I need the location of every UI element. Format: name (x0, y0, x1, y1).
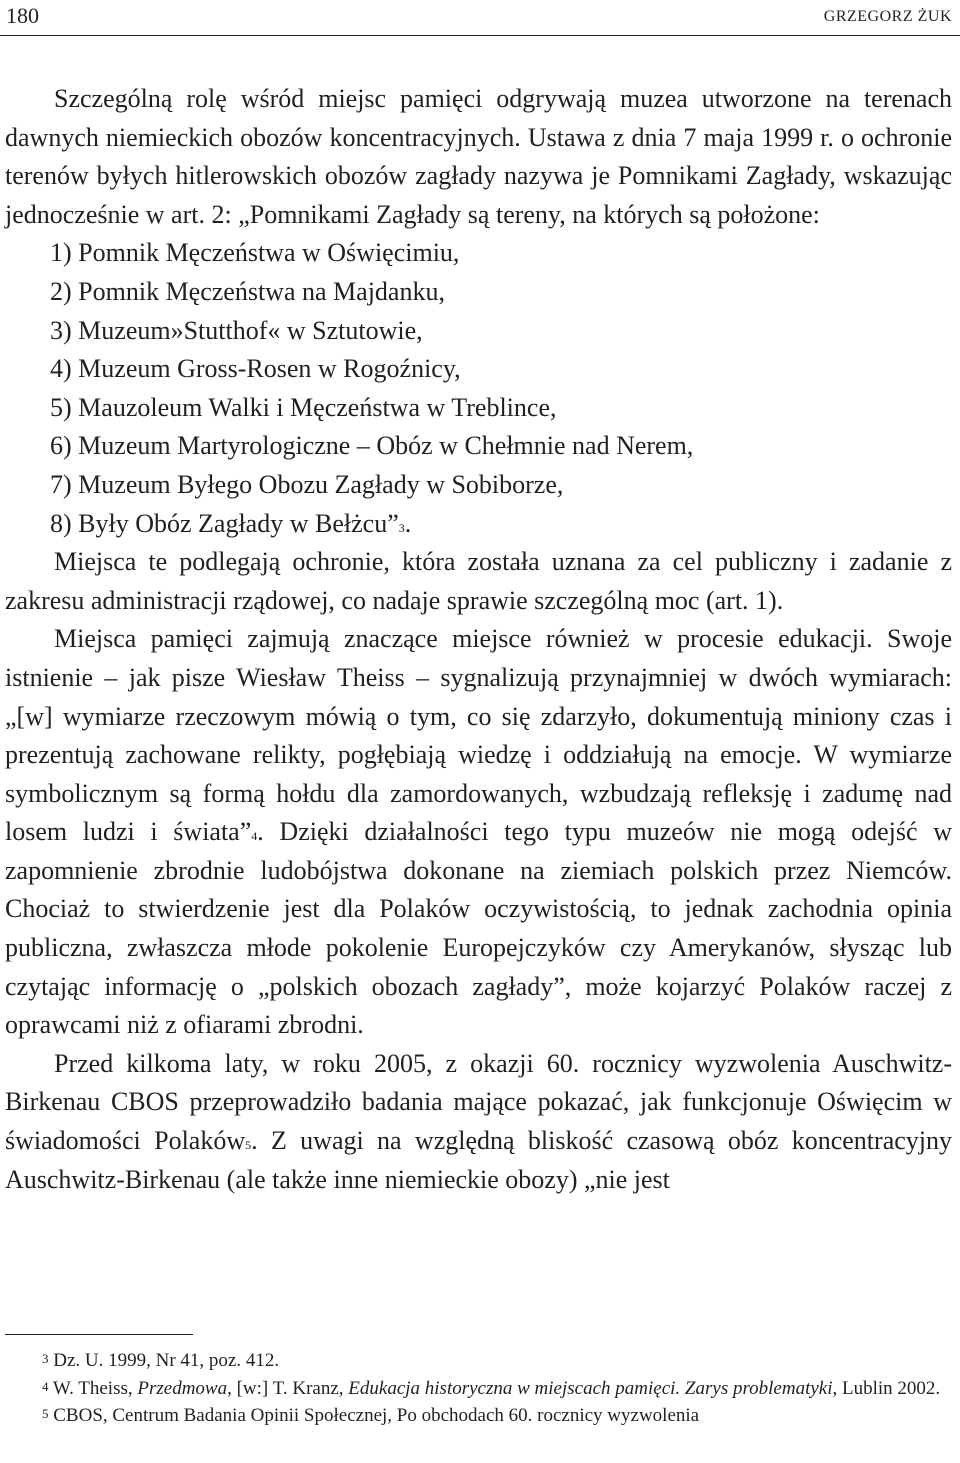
paragraph-4-text-a: Przed kilkoma laty, w roku 2005, z okazji 60. rocznicy wyzwolenia Auschwitz-Birkenau CBOS przeprowadziło badania mające pokazać, jak funkcjonuje Oświęcim w świadomości Polaków (5, 1048, 952, 1156)
paragraph-1: Szczególną rolę wśród miejsc pamięci odgrywają muzea utworzone na terenach dawnych niemieckich obozów koncentracyjnych. Ustawa z dnia 7 maja 1999 r. o ochronie terenów byłych hitlerowskich obozów zagłady nazywa je Pomnikami Zagłady, wskazując jednocześnie w art. 2: „Pomnikami Zagłady są tereny, na których są położone: (5, 84, 952, 229)
footnotes (5, 1347, 952, 1430)
paragraph-3-text-a: Miejsca pamięci zajmują znaczące miejsce również w procesie edukacji. Swoje istnienie – jak pisze Wiesław Theiss – sygnalizują przynajmniej w dwóch wymiarach: „[w] wymiarze rzeczowym mówią o tym, co się zdarzyło, dokumentują miniony czas i prezentują zachowane relikty, pogłębiają wiedzę i oddziałują na emocje. W wymiarze symbolicznym są formą hołdu dla zamordowanych, wzbudzają refleksję i zadumę nad losem ludzi i świata” (5, 624, 952, 847)
page-number: 180 (6, 3, 39, 28)
footnote-ref-5: 5 (245, 1138, 252, 1153)
footnote-text: , [w:] T. Kranz, (227, 1377, 349, 1399)
footnote-book-title-italic: Edukacja historyczna w miejscach pamięci. Zarys problematyki (348, 1377, 833, 1399)
list-item: 3) Muzeum»Stutthof« w Sztutowie, (50, 315, 423, 345)
footnote-text: W. Theiss, (52, 1377, 138, 1399)
paragraph-4 (5, 1045, 952, 1199)
list-item-text: 8) Były Obóz Zagłady w Bełżcu” (50, 508, 399, 538)
list-item: 5) Mauzoleum Walki i Męczeństwa w Treblince, (50, 392, 557, 422)
paragraph-4-text-b: . Z uwagi na względną bliskość czasową obóz koncentracyjny Auschwitz-Birkenau (ale także inne niemieckie obozy) „nie jest (5, 1126, 952, 1194)
footnote-4 (5, 1375, 952, 1403)
list-item-tail: . (404, 508, 412, 538)
list-item: 2) Pomnik Męczeństwa na Majdanku, (50, 276, 445, 306)
paragraph-2: Miejsca te podlegają ochronie, która została uznana za cel publiczny i zadanie z zakresu administracji rządowej, co nadaje sprawie szczególną moc (art. 1). (5, 547, 952, 615)
list-item: 7) Muzeum Byłego Obozu Zagłady w Sobiborze, (50, 469, 564, 499)
footnote-mark: 5 (42, 1406, 49, 1421)
footnote-ref-3: 3 (398, 520, 405, 535)
footnote-ref-4: 4 (251, 829, 258, 844)
footnote-5 (5, 1402, 952, 1430)
footnote-3 (5, 1347, 952, 1375)
paragraph-3 (5, 620, 952, 1045)
footnote-separator (5, 1334, 193, 1335)
list-item: 1) Pomnik Męczeństwa w Oświęcimiu, (50, 238, 460, 268)
footnote-text: CBOS, Centrum Badania Opinii Społecznej, Po obchodach 60. rocznicy wyzwolenia (53, 1405, 700, 1426)
list-item: 6) Muzeum Martyrologiczne – Obóz w Chełmnie nad Nerem, (50, 431, 694, 461)
page-header (0, 0, 960, 36)
footnote-text: Dz. U. 1999, Nr 41, poz. 412. (53, 1350, 280, 1371)
list-item: 4) Muzeum Gross-Rosen w Rogoźnicy, (50, 354, 461, 384)
footnote-text: , Lublin 2002. (832, 1377, 941, 1399)
body-text (5, 80, 952, 1199)
footnote-mark: 3 (42, 1351, 49, 1366)
list-item-last (5, 505, 952, 544)
footnote-mark: 4 (42, 1378, 49, 1394)
memorial-list (5, 234, 952, 543)
footnote-title-italic: Przedmowa (137, 1377, 228, 1399)
paragraph-3-text-b: . Dzięki działalności tego typu muzeów nie mogą odejść w zapomnienie zbrodnie ludobójstwa dokonane na ziemiach polskich przez Niemców. Chociaż to stwierdzenie jest dla Polaków oczywistością, to jednak zachodnia opinia publiczna, zwłaszcza młode pokolenie Europejczyków czy Amerykanów, słysząc lub czytając informację o „polskich obozach zagłady”, może kojarzyć Polaków raczej z oprawcami niż z ofiarami zbrodni. (5, 817, 952, 1040)
running-head-author: GRZEGORZ ŻUK (823, 8, 952, 25)
